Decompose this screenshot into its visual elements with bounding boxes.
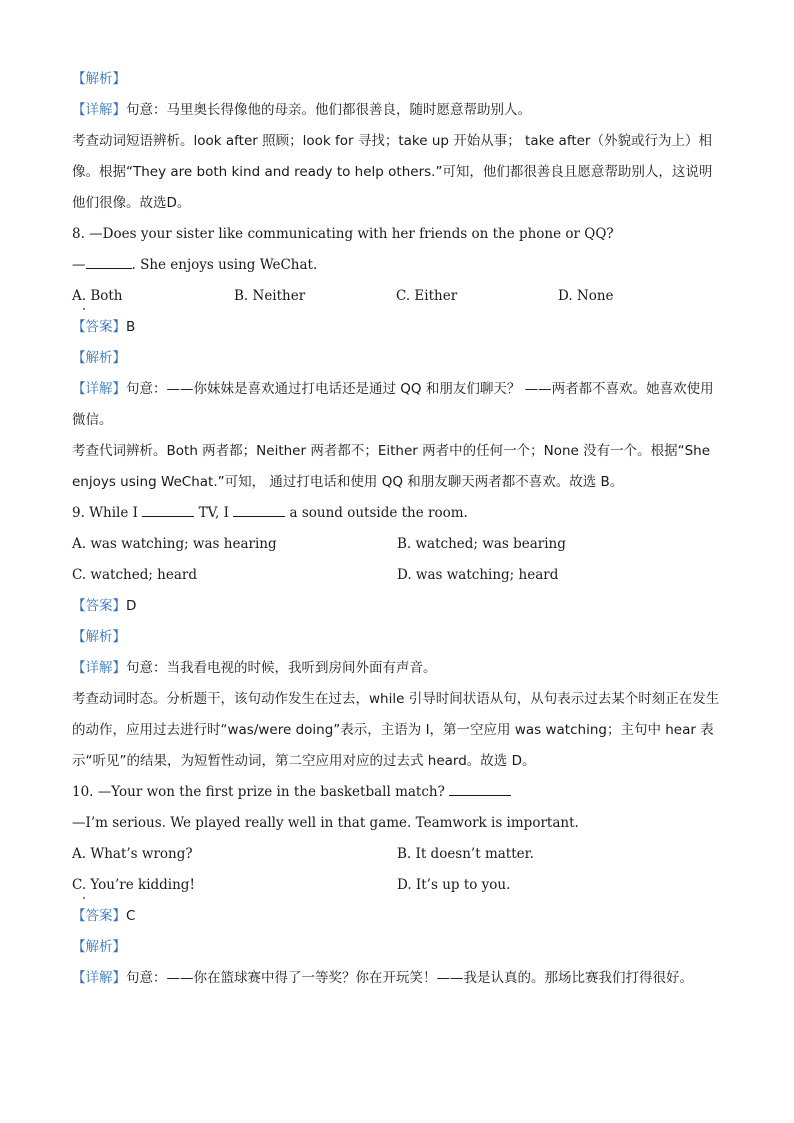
reply-dash: — — [72, 257, 86, 273]
option-c: C. watched; heard — [72, 567, 198, 583]
detail-text: 句意：——你在篮球赛中得了一等奖？你在开玩笑！——我是认真的。那场比赛我们打得很好。 — [126, 970, 693, 986]
question-9 — [72, 498, 722, 529]
option-c: C. You’re kidding! — [72, 870, 397, 901]
answer-line — [72, 901, 722, 932]
answer-value: B — [126, 319, 136, 335]
detail-label: 【详解】 — [72, 660, 126, 676]
question-8: 8. —Does your sister like communicating with her friends on the phone or QQ? — [72, 226, 614, 242]
answer-blank — [233, 502, 285, 517]
question-9-options-row-1 — [72, 529, 722, 560]
analysis-label: 【解析】 — [72, 939, 126, 955]
question-text: TV, I — [198, 505, 229, 521]
detail-text: 句意：马里奥长得像他的母亲。他们都很善良，随时愿意帮助别人。 — [126, 102, 531, 118]
detail-line — [72, 963, 722, 994]
option-a: A. Both — [72, 281, 234, 312]
analysis-label: 【解析】 — [72, 350, 126, 366]
document-page — [72, 64, 722, 994]
question-9-options-row-2 — [72, 560, 722, 591]
question-10 — [72, 777, 722, 808]
analysis-label: 【解析】 — [72, 629, 126, 645]
answer-line — [72, 312, 722, 343]
detail-line — [72, 95, 722, 126]
option-d: D. It’s up to you. — [397, 877, 511, 893]
option-d: D. None — [558, 288, 614, 304]
explanation-text: 考查动词时态。分析题干，该句动作发生在过去，while 引导时间状语从句，从句表示过去某个时刻正在发生的动作，应用过去进行时“was/were doing”表示，主语为 I，第一空应用 was watching；主句中 hear 表示“听见”的结果，为短暂性动词，第二空应用对应的过去式 heard。故选 D。 — [72, 691, 720, 769]
answer-label: 【答案】 — [72, 319, 126, 335]
option-c: C. Either — [396, 288, 458, 304]
option-a: A. was watching; was hearing — [72, 536, 277, 552]
answer-value: C — [126, 908, 136, 924]
question-text: a sound outside the room. — [289, 505, 468, 521]
question-10-options-row-2 — [72, 870, 722, 901]
answer-label: 【答案】 — [72, 598, 126, 614]
answer-blank — [449, 781, 511, 796]
question-8-reply — [72, 250, 722, 281]
option-a: A. What’s wrong? — [72, 846, 193, 862]
detail-label: 【详解】 — [72, 970, 126, 986]
answer-value: D — [126, 598, 137, 614]
option-d: D. was watching; heard — [397, 567, 559, 583]
option-b: B. watched; was bearing — [397, 536, 566, 552]
reply-text: . She enjoys using WeChat. — [131, 257, 318, 273]
detail-text: 句意：——你妹妹是喜欢通过打电话还是通过 QQ 和朋友们聊天？ ——两者都不喜欢。她喜欢使用微信。 — [72, 381, 714, 428]
explanation-text: 考查动词短语辨析。look after 照顾；look for 寻找；take up 开始从事； take after（外貌或行为上）相像。根据“They are both kind and ready to help others.”可知，他们都很善良且愿意帮助别人，这说明他们很像。故选D。 — [72, 133, 713, 211]
analysis-label: 【解析】 — [72, 71, 126, 87]
option-b: B. Neither — [234, 288, 306, 304]
question-text: 10. —Your won the first prize in the basketball match? — [72, 784, 445, 800]
question-8-options — [72, 281, 722, 312]
detail-label: 【详解】 — [72, 381, 126, 397]
answer-label: 【答案】 — [72, 908, 126, 924]
detail-text: 句意：当我看电视的时候，我听到房间外面有声音。 — [126, 660, 437, 676]
question-text: 9. While I — [72, 505, 138, 521]
detail-line — [72, 374, 722, 436]
explanation-text: 考查代词辨析。Both 两者都；Neither 两者都不；Either 两者中的任何一个；None 没有一个。根据“She enjoys using WeChat.”可知， 通过打电话和使用 QQ 和朋友聊天两者都不喜欢。故选 B。 — [72, 443, 711, 490]
answer-line — [72, 591, 722, 622]
option-b: B. It doesn’t matter. — [397, 846, 534, 862]
answer-blank — [86, 254, 132, 269]
detail-line — [72, 653, 722, 684]
detail-label: 【详解】 — [72, 102, 126, 118]
answer-blank — [142, 502, 194, 517]
question-10-options-row-1 — [72, 839, 722, 870]
question-10-reply: —I’m serious. We played really well in that game. Teamwork is important. — [72, 815, 579, 831]
